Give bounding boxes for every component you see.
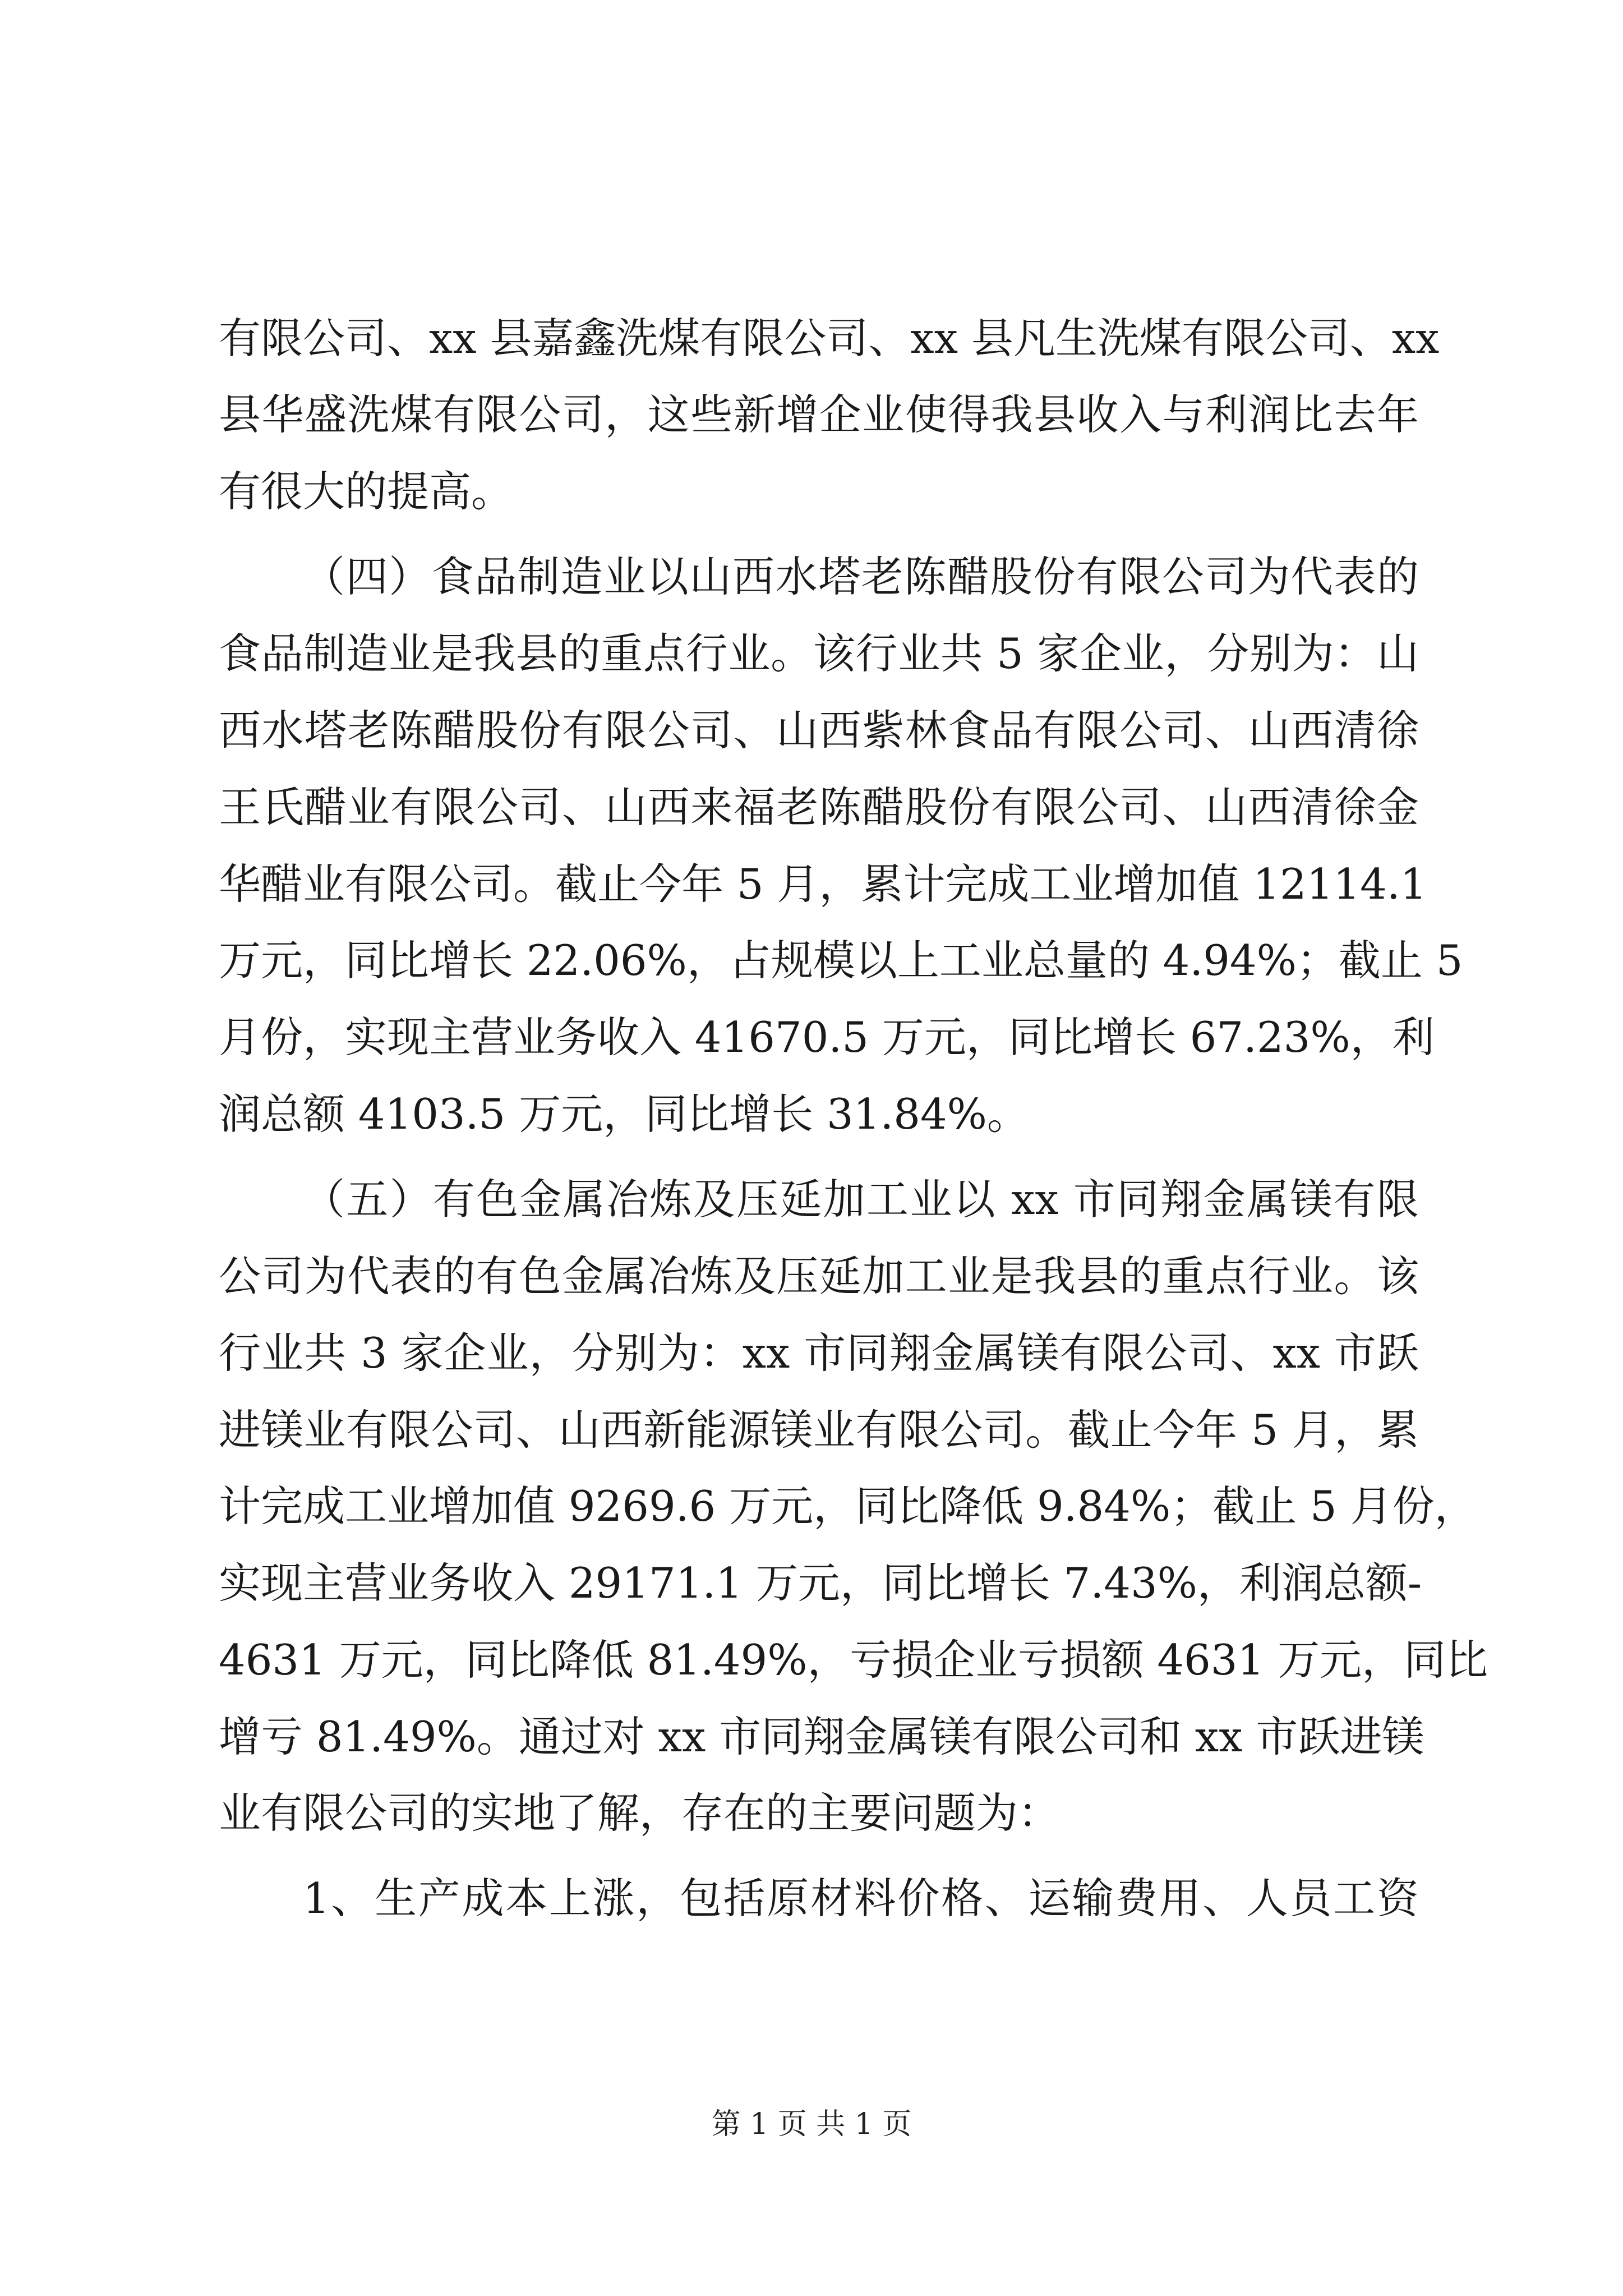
text-line: 食品制造业是我县的重点行业。该行业共 5 家企业，分别为：山: [219, 629, 1419, 678]
paragraph-heading-line: （五）有色金属冶炼及压延加工业以 xx 市同翔金属镁有限: [303, 1175, 1419, 1224]
text-line: 万元，同比增长 22.06%，占规模以上工业总量的 4.94%；截止 5: [219, 936, 1463, 985]
text-line: 业有限公司的实地了解，存在的主要问题为：: [219, 1788, 1061, 1838]
text-line: 有很大的提高。: [219, 467, 514, 516]
text-line: 县华盛洗煤有限公司，这些新增企业使得我县收入与利润比去年: [219, 390, 1419, 439]
text-line: 西水塔老陈醋股份有限公司、山西紫林食品有限公司、山西清徐: [219, 706, 1419, 755]
text-line: 计完成工业增加值 9269.6 万元，同比降低 9.84%；截止 5 月份，: [219, 1481, 1477, 1531]
text-line: 润总额 4103.5 万元，同比增长 31.84%。: [219, 1089, 1029, 1139]
text-line: 行业共 3 家企业，分别为：xx 市同翔金属镁有限公司、xx 市跃: [219, 1328, 1419, 1378]
page-footer: 第 1 页 共 1 页: [711, 2108, 912, 2141]
text-line: 实现主营业务收入 29171.1 万元，同比增长 7.43%，利润总额-: [219, 1558, 1422, 1608]
text-line: 有限公司、xx 县嘉鑫洗煤有限公司、xx 县凡生洗煤有限公司、xx: [219, 314, 1440, 363]
text-line: 华醋业有限公司。截止今年 5 月，累计完成工业增加值 12114.1: [219, 859, 1427, 909]
text-line: 公司为代表的有色金属冶炼及压延加工业是我县的重点行业。该: [219, 1251, 1419, 1301]
text-line: 4631 万元，同比降低 81.49%，亏损企业亏损额 4631 万元，同比: [219, 1635, 1488, 1685]
text-line: 增亏 81.49%。通过对 xx 市同翔金属镁有限公司和 xx 市跃进镁: [219, 1712, 1424, 1761]
text-line: 王氏醋业有限公司、山西来福老陈醋股份有限公司、山西清徐金: [219, 783, 1419, 832]
text-line: 进镁业有限公司、山西新能源镁业有限公司。截止今年 5 月，累: [219, 1405, 1419, 1455]
list-item-line: 1、生产成本上涨，包括原材料价格、运输费用、人员工资: [303, 1874, 1419, 1923]
paragraph-heading-line: （四）食品制造业以山西水塔老陈醋股份有限公司为代表的: [303, 552, 1419, 601]
text-line: 月份，实现主营业务收入 41670.5 万元，同比增长 67.23%，利: [219, 1013, 1435, 1062]
